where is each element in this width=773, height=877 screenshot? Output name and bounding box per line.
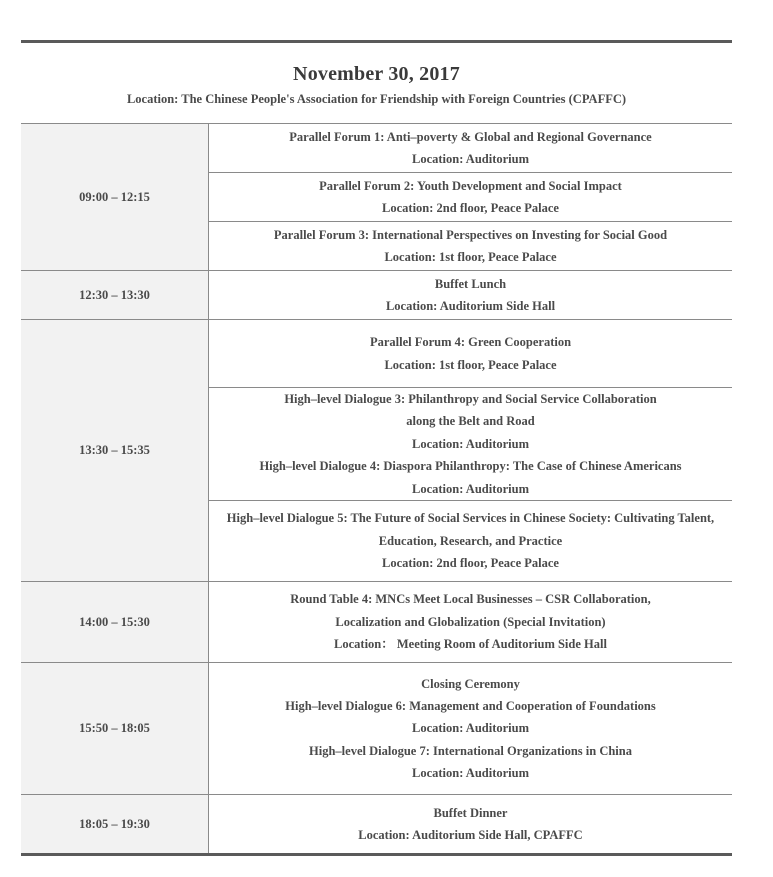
event-cell (209, 271, 733, 320)
event-line: Location: 1st floor, Peace Palace (384, 357, 557, 372)
time-slot: 14:00 – 15:30 (21, 582, 209, 663)
schedule-row (21, 582, 732, 663)
event-line: Location: Auditorium Side Hall (385, 299, 556, 313)
event-line: Location: Auditorium (411, 766, 530, 781)
event-title: High–level Dialogue 3: Philanthropy and Social Service Collaboration (284, 392, 657, 406)
event-line: Location: 1st floor, Peace Palace (384, 250, 557, 264)
schedule-row (21, 124, 732, 173)
event-cell (209, 663, 733, 795)
event-line: Location： Meeting Room of Auditorium Side Hall (334, 637, 607, 652)
event-line: Localization and Globalization (Special Invitation) (335, 614, 606, 629)
time-slot: 13:30 – 15:35 (21, 320, 209, 582)
event-line: Education, Research, and Practice (378, 533, 563, 548)
schedule-header (21, 43, 732, 123)
schedule-row (21, 795, 732, 854)
event-line: High–level Dialogue 7: International Organizations in China (309, 743, 632, 758)
event-line: Location: Auditorium (411, 721, 530, 736)
event-title: Buffet Dinner (433, 805, 508, 820)
event-cell (209, 501, 733, 582)
event-cell (209, 320, 733, 388)
event-title: Round Table 4: MNCs Meet Local Businesses – CSR Collaboration, (290, 592, 651, 607)
event-title: Parallel Forum 3: International Perspectives on Investing for Social Good (273, 227, 668, 242)
event-line: Location: 2nd floor, Peace Palace (382, 201, 559, 215)
page-title: November 30, 2017 (293, 63, 460, 85)
bottom-rule (21, 853, 732, 856)
event-line: Location: Auditorium (411, 436, 530, 451)
event-line: Location: Auditorium Side Hall, CPAFFC (358, 828, 583, 843)
schedule-row (21, 320, 732, 388)
schedule-row (21, 663, 732, 795)
event-line: Location: 2nd floor, Peace Palace (382, 556, 559, 571)
time-slot: 18:05 – 19:30 (21, 795, 209, 854)
page-subtitle: Location: The Chinese People's Association for Friendship with Foreign Countries (CPAFFC) (126, 92, 627, 106)
event-line: along the Belt and Road (406, 414, 535, 429)
event-title: Buffet Lunch (434, 276, 507, 291)
event-title: Parallel Forum 1: Anti–poverty & Global and Regional Governance (289, 129, 652, 144)
schedule-page (21, 40, 732, 856)
schedule-table (21, 123, 732, 853)
event-line: Location: Auditorium (411, 481, 530, 496)
event-title: Closing Ceremony (421, 676, 520, 691)
time-slot: 15:50 – 18:05 (21, 663, 209, 795)
event-title: Parallel Forum 2: Youth Development and Social Impact (319, 178, 622, 193)
event-cell (209, 222, 733, 271)
event-line: High–level Dialogue 4: Diaspora Philanthropy: The Case of Chinese Americans (259, 459, 682, 474)
time-slot: 09:00 – 12:15 (21, 124, 209, 271)
event-title: Parallel Forum 4: Green Cooperation (369, 335, 572, 350)
event-title: High–level Dialogue 5: The Future of Social Services in Chinese Society: Cultivating Talent, (226, 511, 715, 526)
event-cell (209, 795, 733, 854)
event-cell (209, 582, 733, 663)
event-line: Location: Auditorium (411, 152, 530, 166)
schedule-row (21, 271, 732, 320)
event-line: High–level Dialogue 6: Management and Cooperation of Foundations (285, 698, 656, 713)
time-slot: 12:30 – 13:30 (21, 271, 209, 320)
event-cell (209, 124, 733, 173)
event-cell (209, 173, 733, 222)
event-cell (209, 388, 733, 501)
